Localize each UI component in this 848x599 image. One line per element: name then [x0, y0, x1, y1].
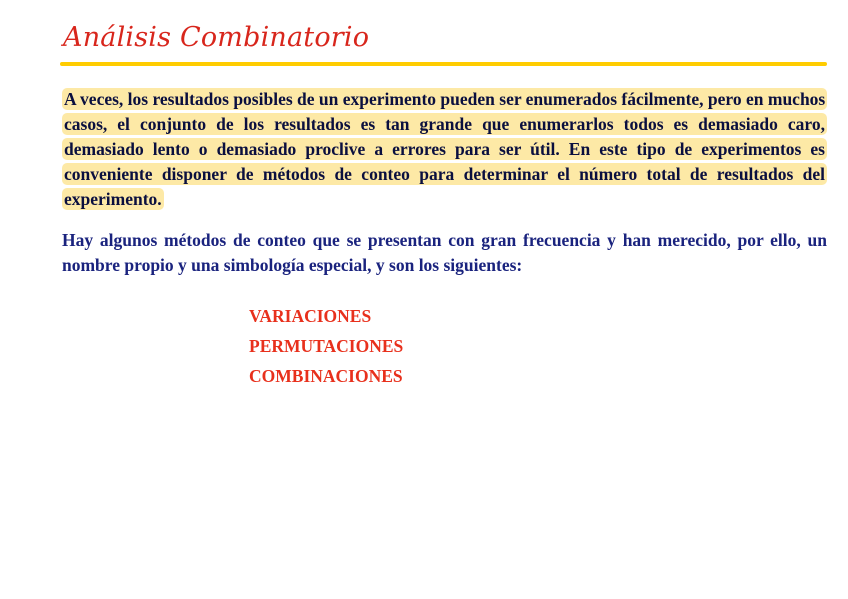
method-item-variaciones: VARIACIONES: [249, 306, 372, 326]
methods-paragraph: Hay algunos métodos de conteo que se presentan con gran frecuencia y han merecido, por ello, un nombre propio y una simbología especial, y son los siguientes:: [62, 230, 827, 275]
intro-highlighted-text: A veces, los resultados posibles de un experimento pueden ser enumerados fácilmente, pero en muchos casos, el conjunto de los resultados es tan grande que enumerarlos todos es demasiado caro, demasiado lento o demasiado proclive a errores para ser útil. En este tipo de experimentos es conveniente disponer de métodos de conteo para determinar el número total de resultados del experimento.: [64, 89, 826, 209]
method-item-permutaciones: PERMUTACIONES: [249, 336, 404, 356]
title-underline: [60, 62, 827, 66]
page-title: Análisis Combinatorio: [63, 22, 370, 53]
intro-paragraph: [62, 87, 827, 212]
method-item-combinaciones: COMBINACIONES: [249, 366, 403, 386]
methods-list: [249, 301, 403, 391]
